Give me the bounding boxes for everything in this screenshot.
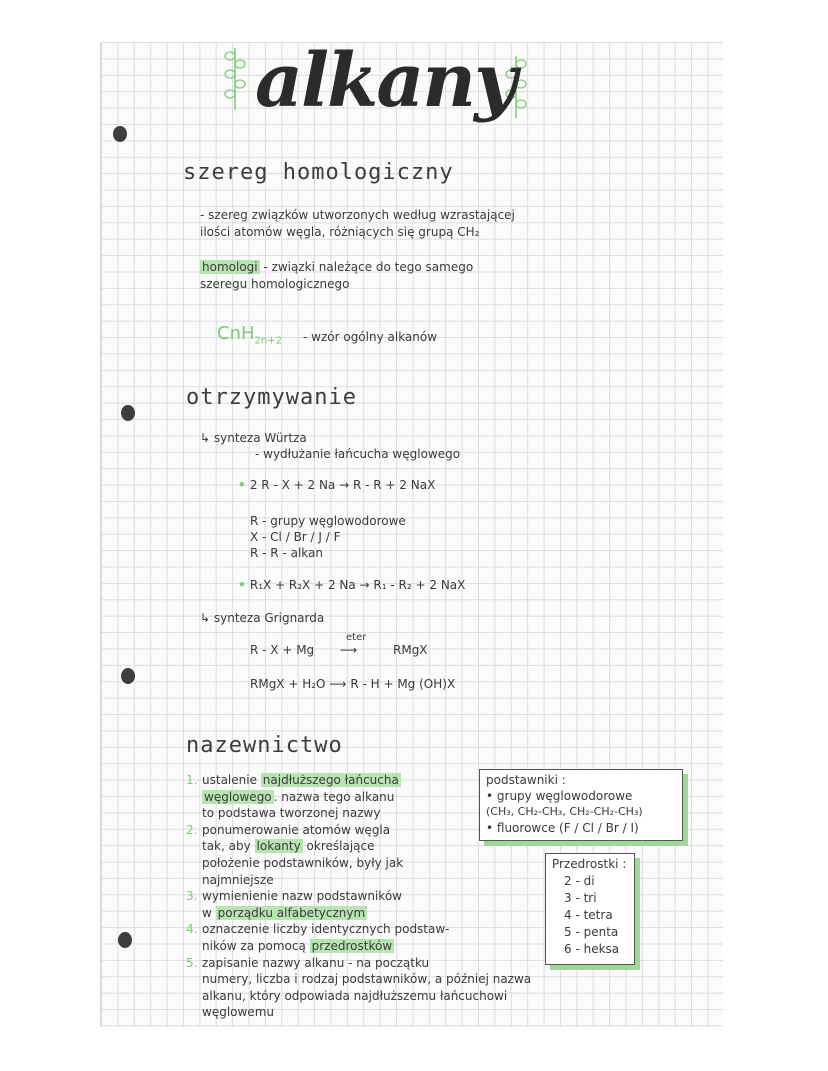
box-line: (CH₃, CH₂-CH₃, CH₂-CH₂-CH₃): [486, 805, 643, 818]
highlighted-term: lokanty: [256, 839, 301, 854]
highlighted-term: węglowego: [204, 789, 272, 804]
rule-text: ustalenie: [202, 773, 261, 787]
prefix-item: 6 - heksa: [564, 942, 620, 956]
homologi-line: szeregu homologicznego: [200, 277, 350, 291]
rule-number: 1.: [186, 773, 198, 787]
rule-text: zapisanie nazwy alkanu - na początku: [202, 955, 430, 970]
general-formula: [217, 323, 282, 347]
rule-line: [186, 822, 390, 838]
rule-number: 2.: [186, 822, 198, 837]
equation: RMgX: [393, 643, 428, 657]
substituents-box: [479, 769, 683, 841]
equation-text: 2 R - X + 2 Na → R - R + 2 NaX: [249, 478, 436, 492]
rule-line: [186, 955, 429, 971]
equation: • 2 R - X + 2 Na → R - R + 2 NaX: [238, 478, 436, 492]
rule-line: [186, 838, 374, 854]
legend-line: X - Cl / Br / J / F: [250, 530, 341, 544]
rule-line: [186, 905, 367, 921]
wurtz-title: ↳ synteza Würtza: [200, 431, 307, 445]
rule-line: [186, 921, 450, 937]
definition-line: ilości atomów węgla, różniących się grupą CH₂: [200, 225, 480, 239]
rule-line: [186, 1004, 274, 1020]
wurtz-description: - wydłużanie łańcucha węglowego: [255, 447, 461, 461]
rule-text: w: [202, 905, 216, 920]
rule-line: [186, 855, 403, 871]
legend-line: R - R - alkan: [250, 546, 323, 560]
grignard-title: ↳ synteza Grignarda: [200, 611, 325, 625]
rule-number: 4.: [186, 922, 198, 937]
rule-text: tak, aby: [202, 839, 255, 854]
section-heading-obtaining: otrzymywanie: [186, 385, 357, 410]
box-title: Przedrostki :: [552, 857, 627, 871]
rule-line: [186, 988, 507, 1004]
highlighted-term: najdłuższego łańcucha: [262, 773, 399, 787]
reaction-condition: eter: [346, 632, 367, 643]
binder-hole: [121, 405, 135, 421]
box-line: • fluorowce (F / Cl / Br / I): [486, 821, 639, 835]
prefix-item: 4 - tetra: [564, 908, 613, 922]
formula-description: - wzór ogólny alkanów: [303, 330, 438, 344]
equation: RMgX + H₂O ⟶ R - H + Mg (OH)X: [250, 677, 456, 691]
rule-text: to podstawa tworzonej nazwy: [202, 806, 381, 821]
homologi-term: homologi: [202, 260, 258, 274]
prefix-item: 5 - penta: [564, 925, 619, 939]
rule-text: ników za pomocą: [202, 939, 310, 953]
rule-line: [186, 789, 394, 805]
formula-subscript: 2n+2: [254, 335, 282, 347]
rule-text: wymienienie nazw podstawników: [202, 889, 402, 904]
rule-text: numery, liczba i rodzaj podstawników, a później nazwa: [202, 972, 532, 987]
equation-text: R₁X + R₂X + 2 Na → R₁ - R₂ + 2 NaX: [249, 578, 466, 592]
reaction-arrow: ⟶: [340, 643, 358, 657]
equation: • R₁X + R₂X + 2 Na → R₁ - R₂ + 2 NaX: [238, 578, 466, 592]
binder-hole: [121, 668, 135, 684]
rule-text: oznaczenie liczby identycznych podstaw-: [202, 922, 450, 937]
rule-number: 3.: [186, 889, 198, 904]
rule-number: 5.: [186, 955, 198, 970]
rule-line: [186, 938, 394, 954]
prefixes-box: [545, 853, 635, 965]
prefix-item: 3 - tri: [564, 891, 597, 905]
definition-line: - szereg związków utworzonych według wzrastającej: [200, 208, 515, 222]
rule-text: określające: [302, 839, 375, 854]
rule-text: alkanu, który odpowiada najdłuższemu łańcuchowi: [202, 988, 508, 1003]
rule-line: [186, 888, 402, 904]
section-heading-homologous: szereg homologiczny: [183, 160, 454, 185]
rule-line: [186, 872, 274, 888]
homologi-definition: [200, 259, 473, 275]
rule-text: najmniejsze: [202, 872, 274, 887]
rule-line: [186, 971, 531, 987]
rule-text: położenie podstawników, były jak: [202, 856, 404, 870]
legend-line: R - grupy węglowodorowe: [250, 514, 406, 528]
rule-text: ponumerowanie atomów węgla: [202, 822, 391, 837]
page-title: alkany: [255, 38, 516, 124]
leaf-sprig-icon: [222, 44, 248, 114]
rule-line: [186, 805, 380, 821]
rule-line: [186, 772, 401, 788]
binder-hole: [113, 126, 127, 142]
box-title: podstawniki :: [486, 773, 566, 787]
prefix-item: 2 - di: [564, 874, 595, 888]
box-line: • grupy węglowodorowe: [486, 789, 633, 803]
equation: R - X + Mg: [250, 643, 315, 657]
rule-text: . nazwa tego alkanu: [273, 789, 395, 804]
highlighted-term: przedrostków: [311, 939, 393, 953]
formula-main: CnH: [217, 323, 255, 344]
binder-hole: [118, 932, 132, 948]
homologi-text: - związki należące do tego samego: [259, 260, 474, 274]
rule-text: węglowemu: [202, 1005, 274, 1020]
section-heading-nomenclature: nazewnictwo: [186, 733, 343, 758]
highlighted-term: porządku alfabetycznym: [217, 905, 366, 920]
